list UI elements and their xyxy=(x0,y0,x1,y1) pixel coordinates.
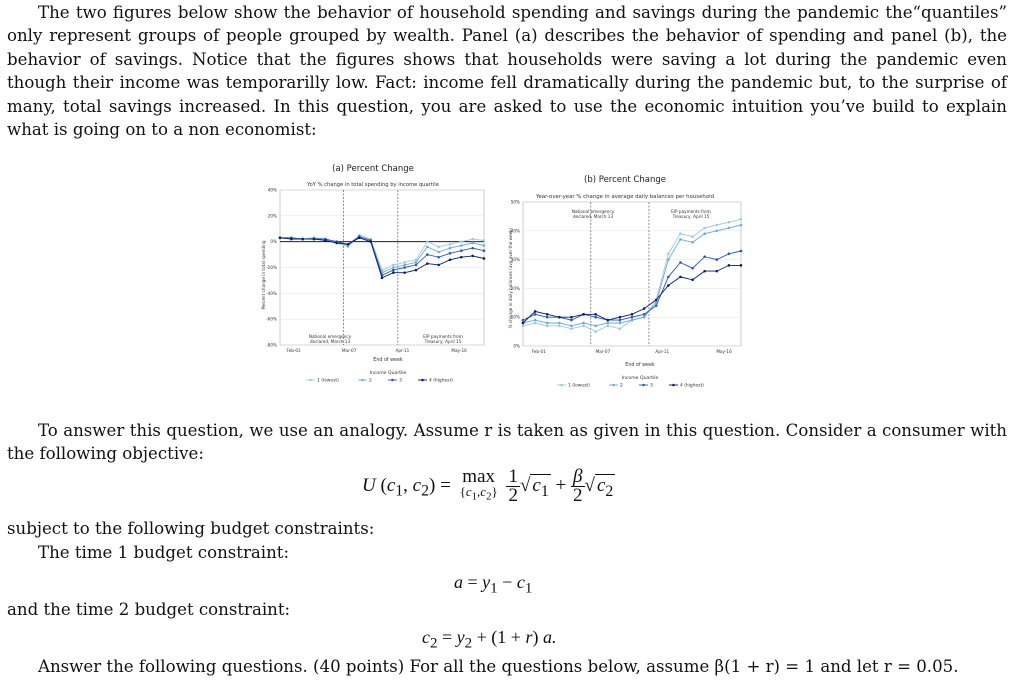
b-point-q2 xyxy=(703,232,706,235)
chart-b-title: (b) Percent Change xyxy=(584,175,666,185)
b-point-q3 xyxy=(619,319,622,322)
a-legend-marker xyxy=(421,379,424,382)
b-point-q1 xyxy=(619,327,622,330)
b-ytick: 30% xyxy=(510,257,520,263)
b-point-q1 xyxy=(667,253,670,256)
b-point-q3 xyxy=(703,255,706,258)
a-point-q3 xyxy=(426,253,429,256)
b-point-q3 xyxy=(570,319,573,322)
b-point-q2 xyxy=(558,322,561,325)
b-point-q3 xyxy=(667,276,670,279)
b-ytick: 50% xyxy=(510,199,520,205)
chart-b xyxy=(505,168,750,398)
a-point-q3 xyxy=(471,247,474,250)
a-xtick: Mar-07 xyxy=(341,348,357,353)
b-legend-label: 4 (highest) xyxy=(680,383,704,389)
a-point-q2 xyxy=(460,244,463,247)
b-point-q1 xyxy=(534,322,537,325)
b-point-q2 xyxy=(715,230,718,233)
chart-b-annot-2: EIP payments from xyxy=(671,209,711,214)
b-point-q1 xyxy=(691,235,694,238)
a-xtick: May-16 xyxy=(451,348,467,353)
a-point-q1 xyxy=(460,240,463,243)
b-point-q4 xyxy=(728,264,731,267)
chart-b-annot-2b: Treasury, April 15 xyxy=(672,214,710,219)
b-point-q4 xyxy=(594,313,597,316)
a-legend-marker xyxy=(391,379,394,382)
b-point-q2 xyxy=(740,224,743,227)
a-point-q4 xyxy=(335,242,338,245)
b-point-q3 xyxy=(679,261,682,264)
b-point-q4 xyxy=(606,319,609,322)
a-point-q1 xyxy=(392,264,395,267)
b-point-q1 xyxy=(703,227,706,230)
a-point-q3 xyxy=(483,249,486,252)
a-point-q4 xyxy=(324,239,327,242)
b-plot-frame xyxy=(523,202,741,346)
b-legend-marker xyxy=(560,384,563,387)
b-point-q1 xyxy=(740,218,743,221)
b-point-q4 xyxy=(740,264,743,267)
b-point-q3 xyxy=(655,304,658,307)
chart-a-xlabel: End of week xyxy=(373,358,403,363)
b-point-q3 xyxy=(740,250,743,253)
a-legend-marker xyxy=(309,379,312,382)
b-point-q3 xyxy=(728,253,731,256)
chart-b-annot-1: National emergency xyxy=(571,209,615,214)
b-point-q3 xyxy=(631,316,634,319)
b-point-q3 xyxy=(534,313,537,316)
b-point-q3 xyxy=(546,316,549,319)
a-legend-label: 1 (lowest) xyxy=(317,378,339,384)
b-point-q2 xyxy=(546,322,549,325)
b-point-q2 xyxy=(679,238,682,241)
chart-a-annot-1b: declared, March 13 xyxy=(309,339,351,344)
chart-b-annot-1b: declared, March 13 xyxy=(572,214,614,219)
a-point-q2 xyxy=(437,251,440,254)
a-point-q4 xyxy=(449,258,452,261)
b-point-q4 xyxy=(631,313,634,316)
a-ytick: -60% xyxy=(266,316,277,322)
a-point-q2 xyxy=(449,247,452,250)
chart-a-legend-title: Income Quartile xyxy=(369,371,407,376)
b-point-q3 xyxy=(715,258,718,261)
a-legend-marker xyxy=(361,379,364,382)
a-ytick: -20% xyxy=(266,265,277,270)
b-point-q4 xyxy=(619,316,622,319)
a-ytick: 40% xyxy=(267,187,277,193)
chart-a-annot-1: National emergency xyxy=(308,334,352,339)
a-point-q4 xyxy=(369,240,372,243)
b-point-q2 xyxy=(728,227,731,230)
b-ytick: 0% xyxy=(513,343,520,349)
b-point-q4 xyxy=(534,310,537,313)
a-point-q4 xyxy=(471,255,474,258)
time2-text: and the time 2 budget constraint: xyxy=(7,600,291,619)
a-point-q4 xyxy=(358,236,361,239)
a-point-q4 xyxy=(403,271,406,274)
a-point-q4 xyxy=(279,236,282,239)
b-point-q1 xyxy=(546,325,549,328)
b-ytick: 10% xyxy=(510,314,520,320)
b-point-q4 xyxy=(558,316,561,319)
a-point-q4 xyxy=(301,238,304,241)
b-point-q2 xyxy=(631,319,634,322)
a-point-q2 xyxy=(426,246,429,249)
a-ytick: -40% xyxy=(266,290,277,296)
a-point-q4 xyxy=(347,243,350,246)
time1-text: The time 1 budget constraint: xyxy=(38,543,290,562)
b-point-q4 xyxy=(703,270,706,273)
a-point-q1 xyxy=(437,246,440,249)
b-xtick: May-16 xyxy=(716,349,732,354)
chart-a-annot-2b: Treasury, April 15 xyxy=(424,339,462,344)
a-point-q1 xyxy=(449,243,452,246)
a-point-q1 xyxy=(483,239,486,242)
a-point-q2 xyxy=(403,264,406,267)
a-point-q4 xyxy=(381,277,384,280)
b-point-q2 xyxy=(643,316,646,319)
a-point-q4 xyxy=(437,264,440,267)
b-point-q4 xyxy=(546,313,549,316)
chart-a-annot-2: EIP payments from xyxy=(423,334,463,339)
b-point-q1 xyxy=(606,325,609,328)
analogy-paragraph: To answer this question, we use an analogy. Assume r is taken as given in this question. Consider a consumer with the following objective: xyxy=(7,421,1007,464)
b-point-q1 xyxy=(679,232,682,235)
b-point-q3 xyxy=(691,267,694,270)
a-point-q1 xyxy=(471,238,474,241)
b-point-q4 xyxy=(522,322,525,325)
chart-a-subtitle: YoY % change in total spending by income quartile xyxy=(307,182,439,188)
a-point-q4 xyxy=(415,269,418,272)
b-point-q4 xyxy=(643,307,646,310)
a-point-q3 xyxy=(437,256,440,259)
budget-constraint-2: $c_2 = y_2 + (1 + r)$ a. xyxy=(422,627,557,652)
chart-b-ylabel: % change in daily balances (avg over the week) xyxy=(508,227,513,329)
a-point-q3 xyxy=(415,264,418,267)
b-series-line-3 xyxy=(523,251,741,320)
b-point-q1 xyxy=(715,224,718,227)
b-point-q4 xyxy=(655,299,658,302)
b-point-q3 xyxy=(522,319,525,322)
b-point-q2 xyxy=(606,322,609,325)
a-point-q4 xyxy=(392,271,395,274)
a-ytick: 0% xyxy=(270,239,277,245)
subject-text: subject to the following budget constraints: xyxy=(7,519,375,538)
chart-b-subtitle: Year-over-year % change in average daily balances per household xyxy=(535,194,715,200)
a-point-q4 xyxy=(290,238,293,241)
b-point-q1 xyxy=(522,325,525,328)
b-ytick: 20% xyxy=(510,285,520,291)
a-point-q3 xyxy=(460,249,463,252)
a-point-q2 xyxy=(483,244,486,247)
a-point-q2 xyxy=(415,261,418,264)
b-point-q1 xyxy=(570,327,573,330)
budget-constraint-1: $a = y_1 - c_1$ xyxy=(454,572,533,597)
b-point-q4 xyxy=(715,270,718,273)
intro-paragraph: The two figures below show the behavior of household spending and savings during the pandemic the“quantiles” only represent groups of people grouped by wealth. Panel (a) describes the behavior of spending and panel (b), the behavior of savings. Notice that the figures shows that households were saving a lot during the pandemic even though their income was temporarilly low. Fact: income fell dramatically during the pandemic but, to the surprise of many, total savings increased. In this question, you are asked to use the economic intuition you’ve build to explain what is going on to a non economist: xyxy=(7,3,1007,140)
b-point-q2 xyxy=(582,322,585,325)
chart-a-title: (a) Percent Change xyxy=(332,164,414,174)
b-legend-label: 3 xyxy=(650,383,653,389)
b-xtick: Feb-01 xyxy=(531,349,546,354)
a-point-q4 xyxy=(460,256,463,259)
a-point-q1 xyxy=(426,240,429,243)
b-point-q1 xyxy=(594,330,597,333)
b-point-q4 xyxy=(570,316,573,319)
a-point-q2 xyxy=(392,266,395,269)
a-point-q3 xyxy=(392,269,395,272)
b-xtick: Mar-07 xyxy=(595,349,611,354)
b-point-q4 xyxy=(691,278,694,281)
b-ytick: 40% xyxy=(510,228,520,234)
b-legend-marker xyxy=(672,384,675,387)
b-legend-marker xyxy=(642,384,645,387)
a-ytick: -80% xyxy=(266,342,277,348)
chart-b-xlabel: End of week xyxy=(625,363,655,368)
a-legend-label: 2 xyxy=(369,378,372,384)
b-point-q1 xyxy=(728,221,731,224)
b-legend-label: 1 (lowest) xyxy=(568,383,590,389)
a-point-q4 xyxy=(483,257,486,260)
b-point-q3 xyxy=(643,313,646,316)
b-legend-marker xyxy=(612,384,615,387)
answer-text: Answer the following questions. (40 points) For all the questions below, assume β(1 + r) = 1 and let r = 0.05. xyxy=(38,657,959,676)
a-xtick: Feb-01 xyxy=(286,348,301,353)
a-point-q2 xyxy=(471,242,474,245)
b-point-q1 xyxy=(582,325,585,328)
utility-equation: U ($c_1$, $c_2$) = max $\{c_1,c_2\}$ $\frac{1}{2}$ √ $c_1$ + $\frac{\beta}{2}$ √ $c_2$ xyxy=(362,465,614,506)
b-point-q2 xyxy=(534,319,537,322)
b-point-q2 xyxy=(570,325,573,328)
b-point-q4 xyxy=(679,276,682,279)
b-point-q2 xyxy=(667,258,670,261)
b-point-q4 xyxy=(582,313,585,316)
a-xtick: Apr-11 xyxy=(395,348,410,353)
b-point-q3 xyxy=(594,316,597,319)
b-point-q4 xyxy=(667,284,670,287)
b-xtick: Apr-11 xyxy=(655,349,670,354)
b-series-line-2 xyxy=(523,225,741,326)
a-ytick: 20% xyxy=(267,213,277,219)
a-legend-label: 4 (highest) xyxy=(429,378,453,384)
a-point-q4 xyxy=(313,238,316,241)
chart-a-ylabel: Percent change in total spending xyxy=(261,240,266,310)
a-point-q3 xyxy=(403,266,406,269)
a-point-q3 xyxy=(449,252,452,255)
a-legend-label: 3 xyxy=(399,378,402,384)
b-point-q2 xyxy=(594,325,597,328)
b-point-q2 xyxy=(619,322,622,325)
chart-a xyxy=(258,160,498,395)
a-point-q4 xyxy=(426,262,429,265)
a-point-q1 xyxy=(403,261,406,264)
chart-b-legend-title: Income Quartile xyxy=(621,376,659,381)
b-point-q2 xyxy=(691,241,694,244)
b-legend-label: 2 xyxy=(620,383,623,389)
b-point-q1 xyxy=(558,325,561,328)
